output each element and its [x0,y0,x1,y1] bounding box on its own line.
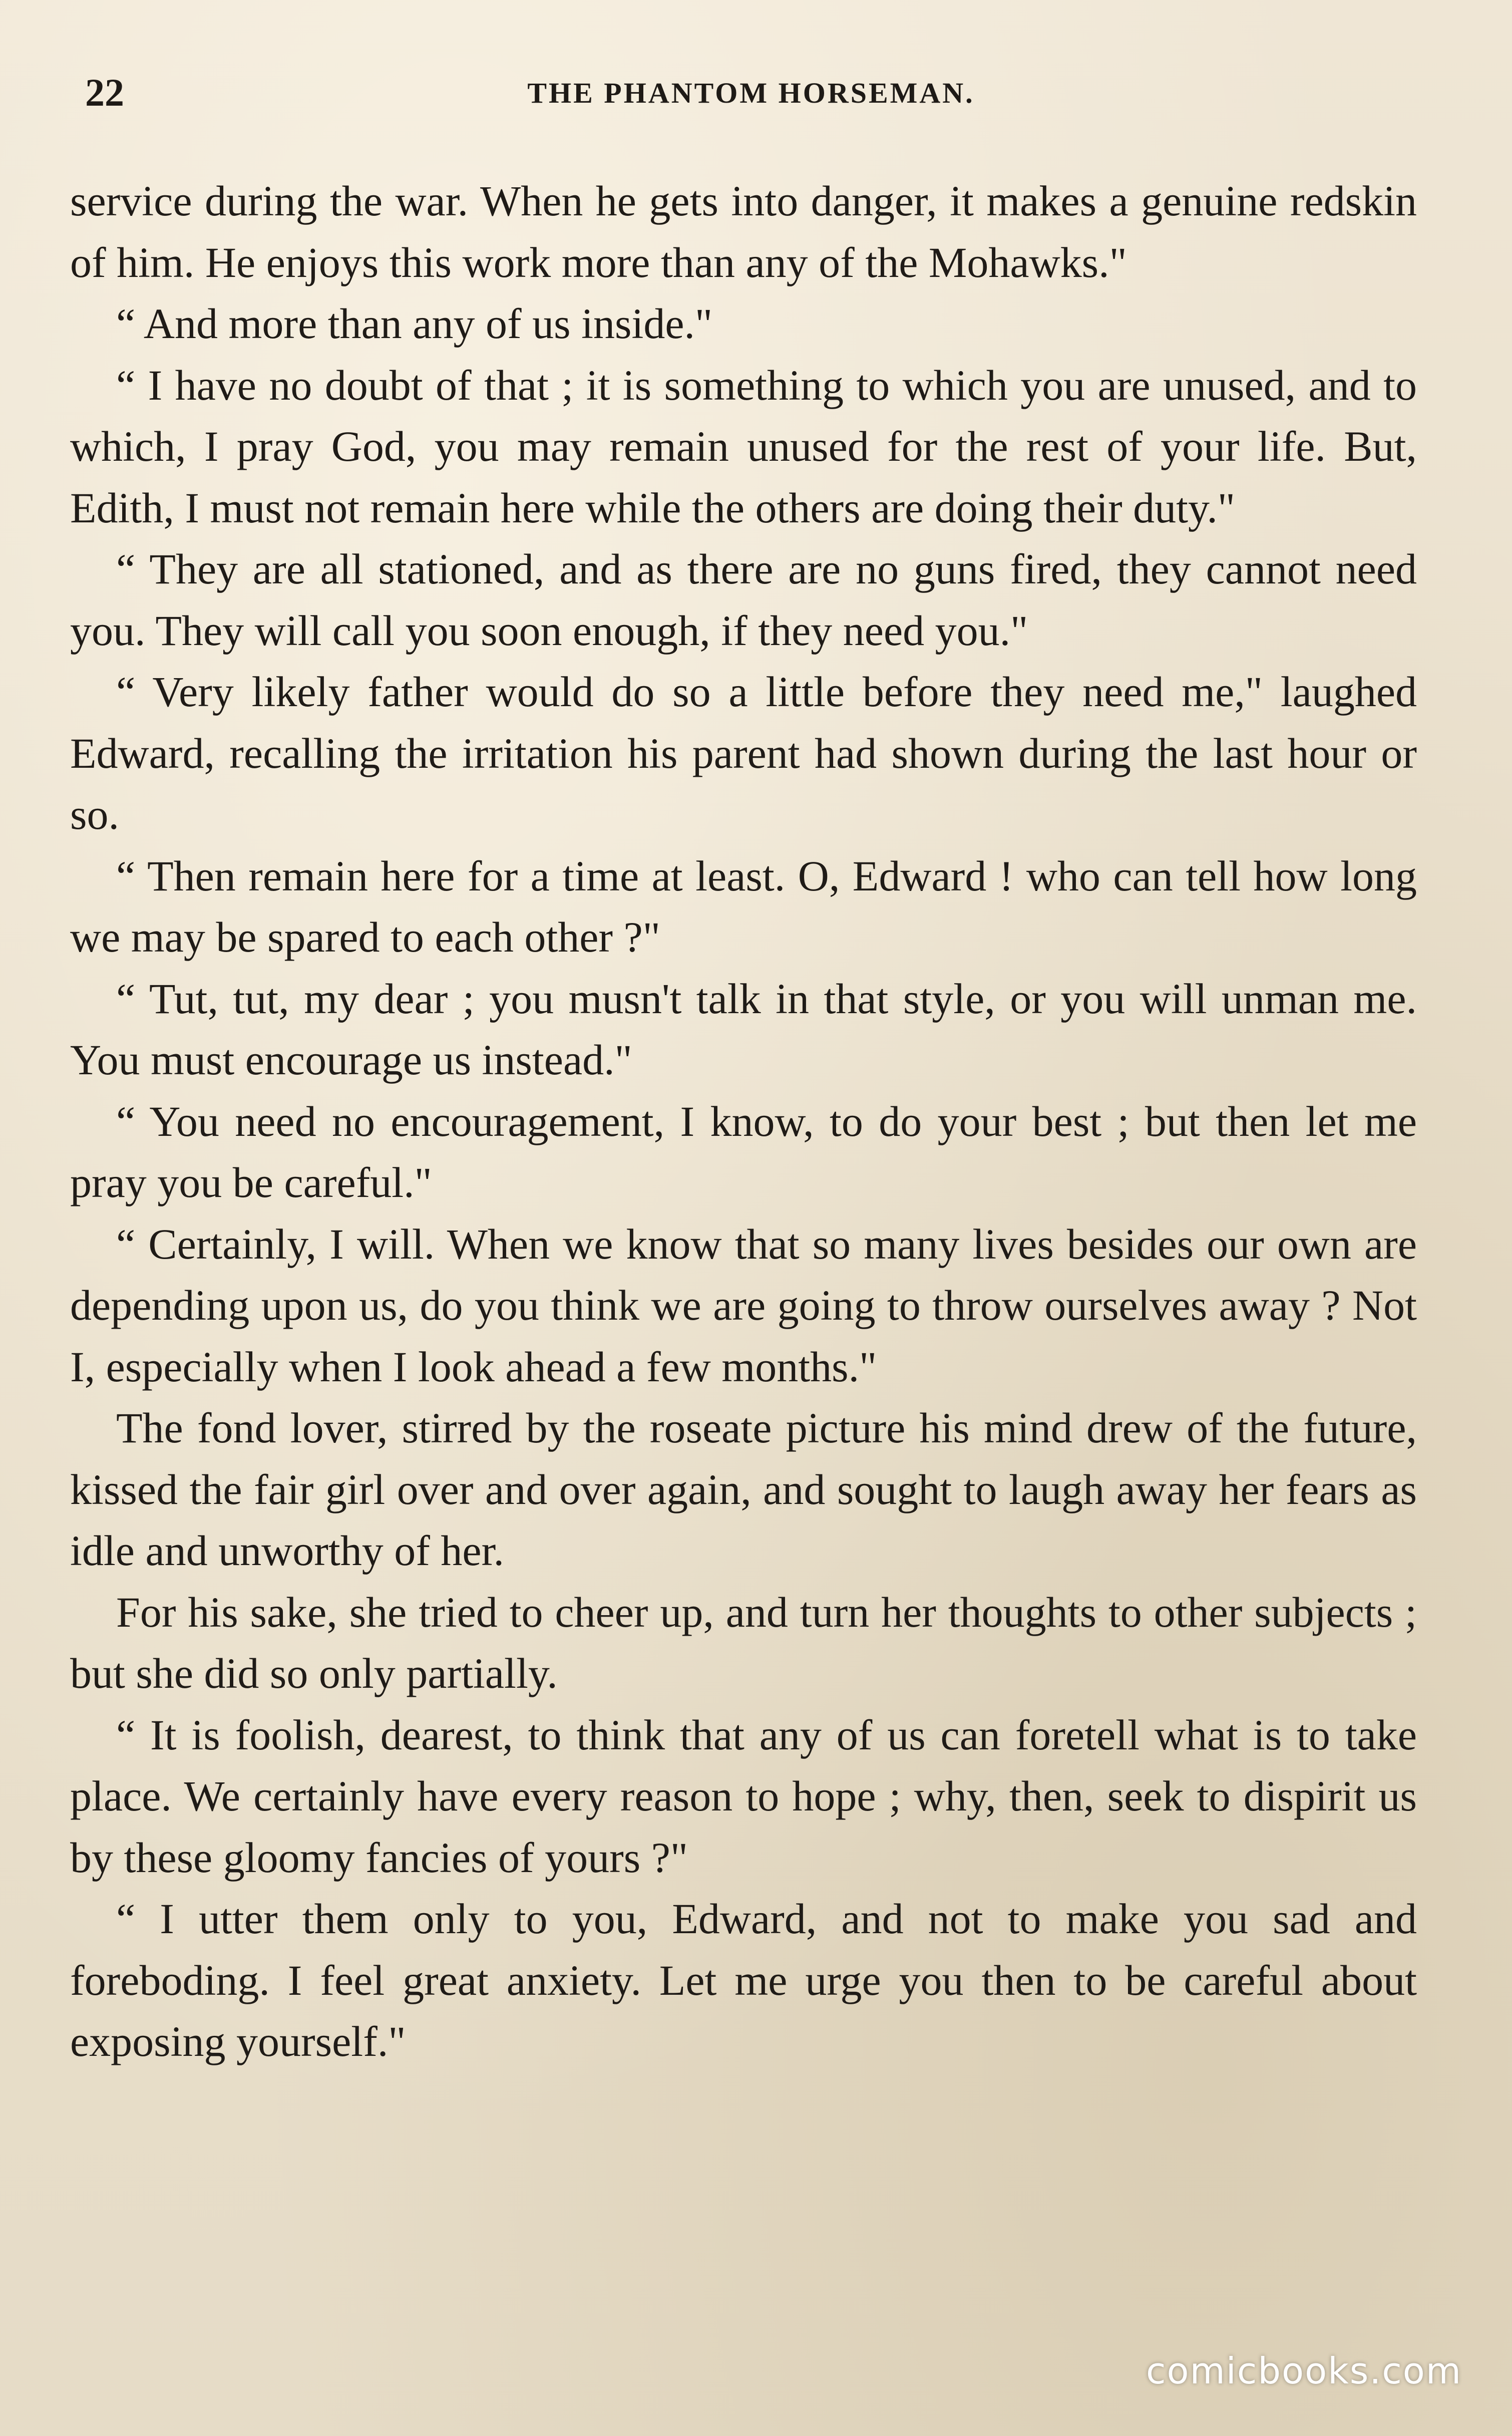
running-title: THE PHANTOM HORSEMAN. [527,77,975,109]
paragraph: The fond lover, stirred by the roseate picture his mind drew of the future, kissed the fair girl over and over again, and sought to laugh away her fears as idle and unworthy of her. [70,1404,1417,1575]
paragraph: “ You need no encouragement, I know, to do your best ; but then let me pray you be careful." [70,1097,1417,1206]
paragraph: “ Certainly, I will. When we know that so many lives besides our own are depending upon us, do you think we are going to throw ourselves away ? Not I, especially when I look ahead a few months." [70,1220,1417,1391]
watermark: comicbooks.com [1146,2350,1462,2392]
paragraph: “ I utter them only to you, Edward, and not to make you sad and foreboding. I feel great anxiety. Let me urge you then to be careful about exposing yourself." [70,1895,1417,2065]
paragraph: “ They are all stationed, and as there are no guns fired, they cannot need you. They will call you soon enough, if they need you." [70,545,1417,655]
paragraph: “ Then remain here for a time at least. O, Edward ! who can tell how long we may be spared to each other ?" [70,851,1417,961]
paragraph: service during the war. When he gets into danger, it makes a genuine redskin of him. He enjoys this work more than any of the Mohawks." [70,177,1417,286]
page-header [75,65,1427,120]
paragraph: “ And more than any of us inside." [116,299,713,348]
paragraph: For his sake, she tried to cheer up, and turn her thoughts to other subjects ; but she did so only partially. [70,1588,1417,1697]
paragraph: “ I have no doubt of that ; it is something to which you are unused, and to which, I pray God, you may remain unused for the rest of your life. But, Edith, I must not remain here while the others are doing their duty." [70,361,1417,532]
paragraph: “ Very likely father would do so a little before they need me," laughed Edward, recalling the irritation his parent had shown during the last hour or so. [70,668,1417,838]
page-number: 22 [85,71,124,114]
body-text [70,170,1417,2072]
paragraph: “ It is foolish, dearest, to think that any of us can foretell what is to take place. We certainly have every reason to hope ; why, then, seek to dispirit us by these gloomy fancies of yours ?" [70,1710,1417,1882]
paragraph: “ Tut, tut, my dear ; you musn't talk in that style, or you will unman me. You must encourage us instead." [70,974,1417,1084]
